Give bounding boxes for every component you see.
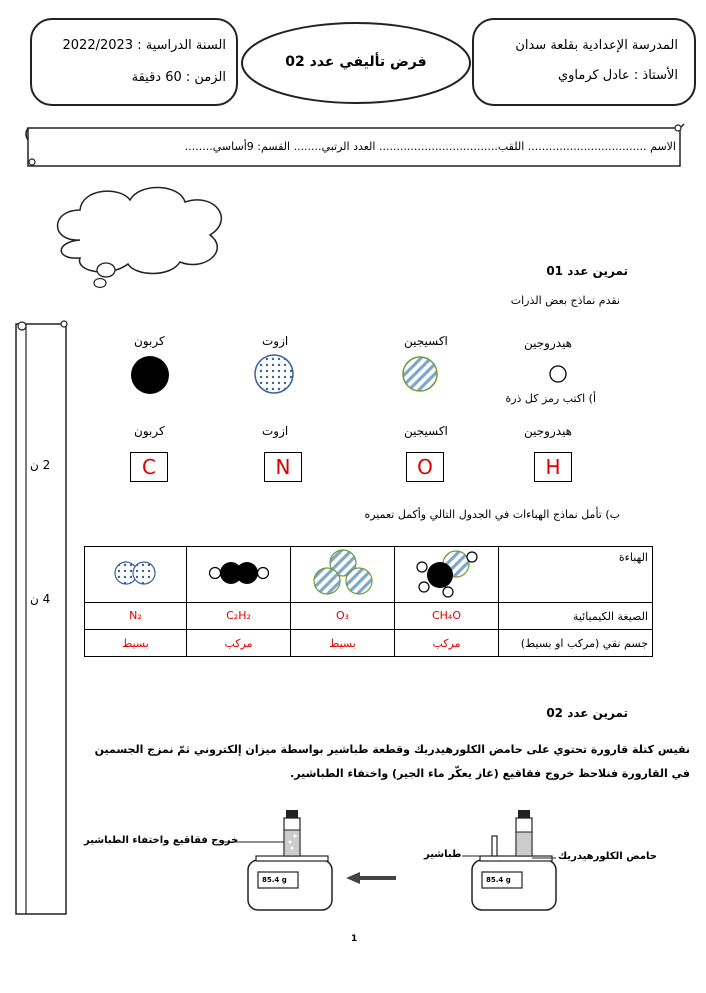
question-a: أ) اكتب رمز كل ذرة — [505, 392, 596, 405]
score-exercise1a: 2 ن — [30, 458, 51, 472]
nature-ch4o: مركب — [395, 630, 499, 657]
label-acid: حامض الكلورهيدريك — [558, 851, 657, 862]
molecule-ch4o-cell — [395, 547, 499, 603]
atom-name-nitrogen: ازوت — [262, 334, 289, 348]
hydrogen-atom-icon — [550, 366, 566, 382]
formula-ch4o: CH₄O — [395, 603, 499, 630]
oxygen-atom-icon — [403, 357, 437, 391]
nature-o3: بسيط — [291, 630, 395, 657]
table-row — [85, 547, 653, 603]
scale-reading-right: 85.4 g — [486, 876, 511, 884]
molecule-table — [84, 546, 653, 657]
ch4o-molecule-icon — [402, 547, 492, 599]
exercise1-intro: نقدم نماذج بعض الذرات — [510, 294, 620, 307]
cloud-icon — [40, 180, 240, 290]
label-bubbles: خروج فقاقيع واختفاء الطباشير — [84, 835, 239, 846]
formula-n2: N₂ — [85, 603, 187, 630]
atom-name-carbon: كربون — [134, 334, 165, 348]
row-label-nature: جسم نقي (مركب او بسيط) — [499, 630, 653, 657]
nature-c2h2: مركب — [187, 630, 291, 657]
student-fields: الاسم .................................. اللقب.................................. العدد الرتبي........ القسم: 9أساسي........ — [184, 140, 676, 153]
page-number: 1 — [351, 934, 358, 944]
row-label-formula: الصيغة الكيميائية — [499, 603, 653, 630]
c2h2-molecule-icon — [199, 556, 279, 590]
n2-molecule-icon — [104, 556, 168, 590]
o3-molecule-icon — [303, 547, 383, 599]
question-b: ب) تأمل نماذج الهباءات في الجدول التالي وأكمل تعميره — [364, 508, 620, 521]
school-name: المدرسة الإعدادية بقلعة سدان — [515, 38, 678, 53]
exercise2-text: نقيس كتلة قارورة تحتوي على حامض الكلورهيدريك وقطعة طباشير بواسطة ميزان إلكتروني ثمّ نمزج الجسمين في القارورة فنلاحظ خروج فقاقيع (غاز يعكّر ماء الجير) واختفاء الطباشير. — [94, 743, 690, 780]
header-left-box — [30, 18, 238, 106]
atom-name-carbon-2: كربون — [134, 424, 165, 438]
score-exercise1b: 4 ن — [30, 592, 51, 606]
school-year: السنة الدراسية : 2022/2023 — [62, 38, 226, 53]
label-chalk: طباشير — [424, 849, 462, 860]
molecule-n2-cell — [85, 547, 187, 603]
atom-name-oxygen-2: اكسيجين — [404, 424, 448, 438]
table-row — [85, 603, 653, 630]
symbol-box-hydrogen: H — [534, 452, 572, 482]
duration: الزمن : 60 دقيقة — [131, 70, 226, 85]
atom-name-oxygen: اكسيجين — [404, 334, 448, 348]
nature-n2: بسيط — [85, 630, 187, 657]
formula-c2h2: C₂H₂ — [187, 603, 291, 630]
carbon-atom-icon — [131, 356, 169, 394]
molecule-o3-cell — [291, 547, 395, 603]
nitrogen-atom-icon — [255, 355, 293, 393]
table-row — [85, 630, 653, 657]
exercise1-title: تمرين عدد 01 — [546, 264, 628, 278]
exercise2-title: تمرين عدد 02 — [546, 706, 628, 720]
teacher-name: الأستاذ : عادل كرماوي — [557, 68, 678, 83]
exam-title: فرض تأليفي عدد 02 — [285, 54, 427, 70]
atom-name-nitrogen-2: ازوت — [262, 424, 289, 438]
formula-o3: O₃ — [291, 603, 395, 630]
atom-name-hydrogen-2: هيدروجين — [524, 424, 573, 438]
molecule-c2h2-cell — [187, 547, 291, 603]
symbol-box-nitrogen: N — [264, 452, 302, 482]
header-right-box — [472, 18, 696, 106]
atom-name-hydrogen: هيدروجين — [524, 336, 573, 350]
symbol-box-oxygen: O — [406, 452, 444, 482]
symbol-box-carbon: C — [130, 452, 168, 482]
scale-reading-left: 85.4 g — [262, 876, 287, 884]
row-label-molecule: الهباءة — [499, 547, 653, 603]
